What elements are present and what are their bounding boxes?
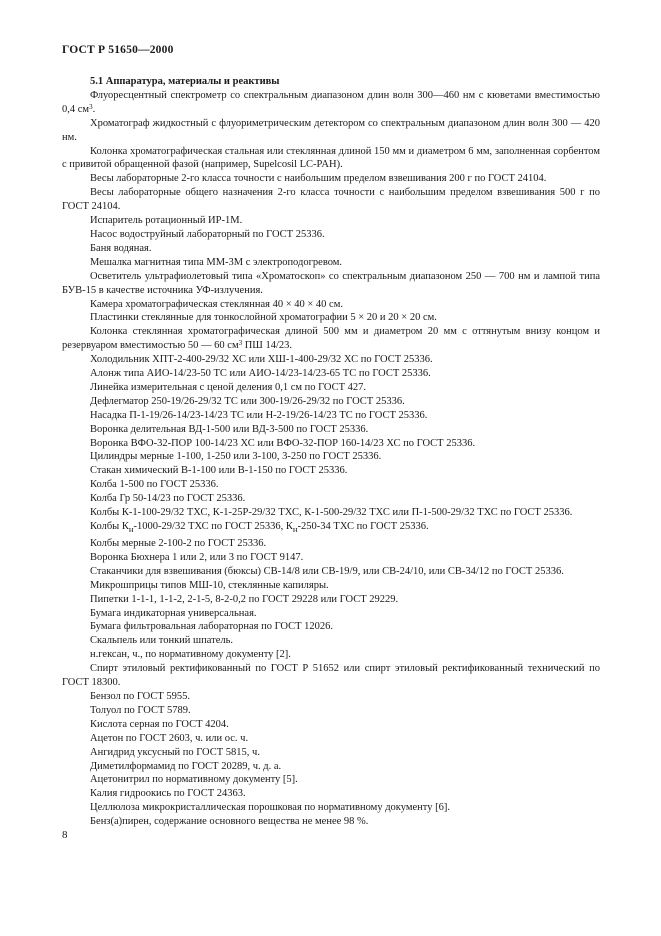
paragraph [62, 537, 600, 551]
paragraph [62, 787, 600, 801]
paragraph [62, 506, 600, 520]
paragraph [62, 172, 600, 186]
paragraph [62, 423, 600, 437]
paragraph [62, 760, 600, 774]
paragraph-text: Дефлегматор 250-19/26-29/32 ТС или 300-19/26-29/32 по ГОСТ 25336. [90, 395, 405, 407]
paragraph-text: Ангидрид уксусный по ГОСТ 5815, ч. [90, 746, 260, 758]
page-number: 8 [62, 829, 68, 841]
paragraph-list [62, 89, 600, 829]
paragraph-text: Колонка стеклянная хроматографическая длиной 500 мм и диаметром 20 мм с оттянутым внизу концом и резервуаром вместимостью 50 — 60 см [62, 326, 600, 352]
paragraph [62, 551, 600, 565]
paragraph [62, 89, 600, 117]
paragraph-text: Воронка Бюхнера 1 или 2, или 3 по ГОСТ 9147. [90, 551, 304, 563]
paragraph [62, 662, 600, 690]
subscript: н [292, 524, 298, 535]
paragraph-text: Спирт этиловый ректификованный по ГОСТ Р 51652 или спирт этиловый ректификованный технический по ГОСТ 18300. [62, 663, 600, 689]
page-header-title: ГОСТ Р 51650—2000 [62, 44, 174, 56]
paragraph-text: Стакан химический В-1-100 или В-1-150 по ГОСТ 25336. [90, 465, 348, 477]
paragraph [62, 186, 600, 214]
paragraph-text: Колба 1-500 по ГОСТ 25336. [90, 479, 219, 491]
paragraph [62, 732, 600, 746]
paragraph [62, 773, 600, 787]
paragraph [62, 704, 600, 718]
paragraph-text: Колбы мерные 2-100-2 по ГОСТ 25336. [90, 538, 267, 549]
paragraph [62, 801, 600, 815]
paragraph-text: Ацетонитрил по нормативному документу [5]. [90, 774, 298, 786]
paragraph-text: -1000-29/32 ТХС по ГОСТ 25336, К [133, 521, 293, 532]
paragraph [62, 256, 600, 270]
paragraph-text: Весы лабораторные 2-го класса точности с наибольшим пределом взвешивания 200 г по ГОСТ 24104. [90, 173, 547, 185]
paragraph-text: Бензол по ГОСТ 5955. [90, 690, 191, 702]
paragraph [62, 746, 600, 760]
paragraph [62, 242, 600, 256]
paragraph-text: н.гексан, ч., по нормативному документу [2]. [90, 649, 291, 661]
paragraph-text: Колонка хроматографическая стальная или стеклянная длиной 150 мм и диаметром 6 мм, заполненная сорбентом с привитой обращенной фазой (например, Supelcosil LC-PAH). [62, 145, 600, 171]
paragraph-text: Колбы К [90, 521, 129, 532]
paragraph [62, 690, 600, 704]
paragraph-text: Насадка П-1-19/26-14/23-14/23 ТС или Н-2-19/26-14/23 ТС по ГОСТ 25336. [90, 409, 428, 421]
paragraph [62, 478, 600, 492]
paragraph-text: Весы лабораторные общего назначения 2-го класса точности с наибольшим пределом взвешивания 500 г по ГОСТ 24104. [62, 187, 600, 213]
paragraph-text: Алонж типа АИО-14/23-50 ТС или АИО-14/23-14/23-65 ТС по ГОСТ 25336. [90, 368, 431, 380]
paragraph [62, 565, 600, 579]
paragraph [62, 492, 600, 506]
paragraph-text: Микрошприцы типов МШ-10, стеклянные капиляры. [90, 579, 329, 591]
document-body [62, 75, 600, 829]
paragraph-text: Целлюлоза микрокристаллическая порошковая по нормативному документу [6]. [90, 802, 450, 814]
paragraph [62, 270, 600, 298]
paragraph-text: Насос водоструйный лабораторный по ГОСТ 25336. [90, 228, 325, 240]
paragraph-text: ПШ 14/23. [242, 340, 293, 352]
paragraph-text: Испаритель ротационный ИР-1М. [90, 215, 243, 227]
paragraph [62, 381, 600, 395]
paragraph [62, 634, 600, 648]
paragraph-text: Холодильник ХПТ-2-400-29/32 ХС или ХШ-1-400-29/32 ХС по ГОСТ 25336. [90, 354, 433, 366]
paragraph [62, 298, 600, 312]
paragraph [62, 353, 600, 367]
paragraph-text: Калия гидроокись по ГОСТ 24363. [90, 788, 246, 800]
paragraph-text: Бумага индикаторная универсальная. [90, 607, 257, 619]
paragraph-text: . [92, 103, 96, 115]
paragraph-text: Мешалка магнитная типа ММ-3М с электроподогревом. [90, 256, 343, 268]
paragraph [62, 409, 600, 423]
paragraph-text: Стаканчики для взвешивания (бюксы) СВ-14/8 или СВ-19/9, или СВ-24/10, или СВ-34/12 по ГОСТ 25336. [90, 565, 564, 577]
paragraph-text: Колбы К-1-100-29/32 ТХС, К-1-25Р-29/32 ТХС, К-1-500-29/32 ТХС или П-1-500-29/32 ТХС по ГОСТ 25336. [90, 507, 573, 519]
paragraph-text: Цилиндры мерные 1-100, 1-250 или 3-100, 3-250 по ГОСТ 25336. [90, 451, 382, 463]
paragraph-text: Колба Гр 50-14/23 по ГОСТ 25336. [90, 493, 246, 505]
paragraph-text: Кислота серная по ГОСТ 4204. [90, 718, 229, 730]
paragraph [62, 395, 600, 409]
paragraph-text: Бенз(а)пирен, содержание основного вещества не менее 98 %. [90, 816, 369, 828]
paragraph-text: Хроматограф жидкостный с флуориметрическим детектором со спектральным диапазоном длин волн 300 — 420 нм. [62, 117, 600, 143]
paragraph [62, 145, 600, 173]
paragraph [62, 464, 600, 478]
paragraph [62, 450, 600, 464]
paragraph [62, 579, 600, 593]
paragraph-text: Бумага фильтровальная лабораторная по ГОСТ 12026. [90, 621, 334, 633]
paragraph-text: Воронка делительная ВД-1-500 или ВД-3-500 по ГОСТ 25336. [90, 423, 369, 435]
paragraph [62, 214, 600, 228]
paragraph [62, 311, 600, 325]
paragraph [62, 228, 600, 242]
paragraph-text: Камера хроматографическая стеклянная 40 × 40 × 40 см. [90, 298, 343, 310]
paragraph-text: Линейка измерительная с ценой деления 0,1 см по ГОСТ 427. [90, 381, 367, 393]
paragraph [62, 607, 600, 621]
section-title: 5.1 Аппаратура, материалы и реактивы [90, 76, 280, 87]
paragraph-text: Диметилформамид по ГОСТ 20289, ч. д. а. [90, 760, 282, 772]
superscript: 3 [89, 102, 93, 111]
paragraph [62, 437, 600, 451]
paragraph-text: Пипетки 1-1-1, 1-1-2, 2-1-5, 8-2-0,2 по ГОСТ 29228 или ГОСТ 29229. [90, 593, 399, 605]
paragraph [62, 367, 600, 381]
paragraph [62, 117, 600, 145]
superscript: 3 [238, 339, 243, 348]
paragraph-text: Флуоресцентный спектрометр со спектральным диапазоном длин волн 300—460 нм с кюветами вместимостью 0,4 см [62, 89, 600, 115]
paragraph [62, 593, 600, 607]
paragraph-text: Осветитель ультрафиолетовый типа «Хроматоскоп» со спектральным диапазоном 250 — 700 нм и лампой типа БУВ-15 в качестве источника УФ-излучения. [62, 270, 600, 296]
paragraph [62, 620, 600, 634]
paragraph [62, 325, 600, 353]
paragraph-text: Скальпель или тонкий шпатель. [90, 635, 234, 647]
paragraph-text: Баня водяная. [90, 242, 152, 254]
paragraph-text: Толуол по ГОСТ 5789. [90, 704, 191, 716]
paragraph-text: Воронка ВФО-32-ПОР 100-14/23 ХС или ВФО-32-ПОР 160-14/23 ХС по ГОСТ 25336. [90, 437, 476, 449]
paragraph [62, 520, 600, 537]
paragraph [62, 815, 600, 829]
paragraph-text: Ацетон по ГОСТ 2603, ч. или ос. ч. [90, 732, 249, 744]
paragraph [62, 648, 600, 662]
paragraph-text: -250-34 ТХС по ГОСТ 25336. [297, 521, 429, 532]
paragraph [62, 718, 600, 732]
subscript: н [128, 524, 134, 535]
paragraph-text: Пластинки стеклянные для тонкослойной хроматографии 5 × 20 и 20 × 20 см. [90, 312, 437, 324]
